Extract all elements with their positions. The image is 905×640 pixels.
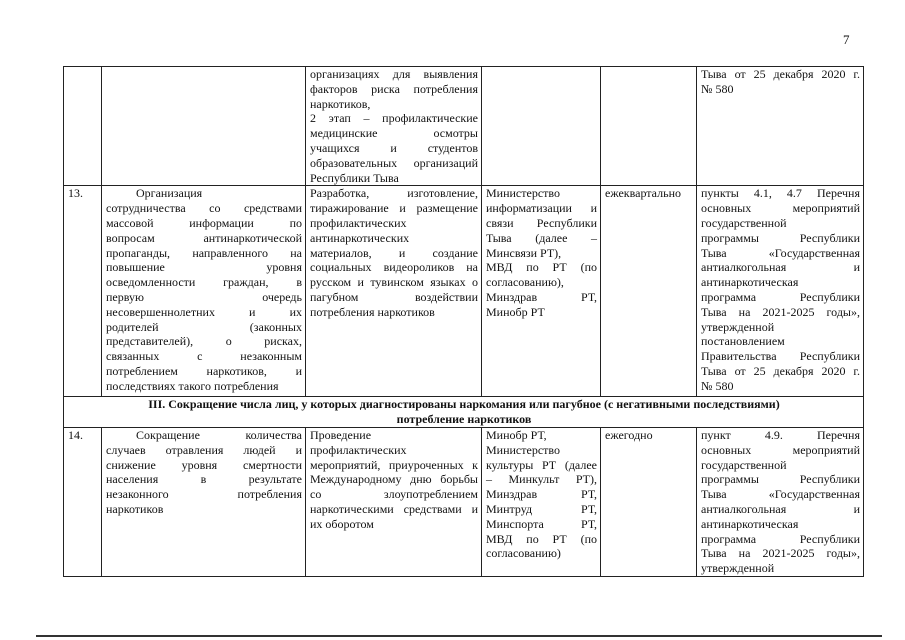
section-row xyxy=(64,397,864,428)
cell-text-line: последствиях такого потребления xyxy=(106,378,279,393)
cell-text-line: Разработка, изготовление, xyxy=(310,186,478,201)
cell-text-line: пагубном воздействии xyxy=(310,289,478,304)
cell-text-line: государственной xyxy=(701,457,787,472)
event-cell xyxy=(102,427,306,576)
cell-text-line: утвержденной xyxy=(701,319,775,334)
cell-text-line: антинаркотическая xyxy=(701,275,799,290)
cell-text-line: согласованию) xyxy=(486,546,561,561)
content-cell xyxy=(306,427,482,576)
cell-text-line: осведомленности граждан, в xyxy=(106,275,302,290)
cell-text-line: мероприятий, приуроченных к xyxy=(310,457,478,472)
cell-text-line: программа Республики xyxy=(701,531,860,546)
term-cell: ежеквартально xyxy=(601,186,697,397)
page-number: 7 xyxy=(843,32,850,47)
cell-text-line: сотрудничества со средствами xyxy=(106,201,302,216)
cell-text-line: населения в результате xyxy=(106,472,302,487)
cell-text-line: первую очередь xyxy=(106,289,302,304)
cell-text-line: образовательных организаций xyxy=(310,155,478,170)
term-cell xyxy=(601,67,697,186)
row-number-cell xyxy=(64,67,102,186)
cell-text-line: Организация xyxy=(136,186,203,201)
cell-text-line: Сокращение количества xyxy=(136,427,302,442)
cell-text-line: наркотическими средствами и xyxy=(310,501,478,516)
section-title-line: потребление наркотиков xyxy=(396,412,532,427)
events-table xyxy=(63,66,864,577)
cell-text-line: согласованию), xyxy=(486,275,564,290)
row-number-cell: 14. xyxy=(64,427,102,576)
cell-text-line: их оборотом xyxy=(310,516,374,531)
cell-text-line: антиалкогольная и xyxy=(701,501,860,516)
cell-text-line: родителей (законных xyxy=(106,319,302,334)
cell-text-line: учащихся и студентов xyxy=(310,140,478,155)
cell-text-line: № 580 xyxy=(701,81,734,96)
row-number-cell: 13. xyxy=(64,186,102,397)
cell-text-line: – Минкульт РТ), xyxy=(486,472,597,487)
cell-text-line: Тыва на 2021-2025 годы», xyxy=(701,546,860,561)
cell-text-line: Тыва «Государственная xyxy=(701,487,860,502)
cell-text-line: МВД по РТ (по xyxy=(486,531,597,546)
cell-text-line: повышение уровня xyxy=(106,260,302,275)
cell-text-line: Правительства Республики xyxy=(701,349,860,364)
cell-text-line: случаев отравления людей и xyxy=(106,442,302,457)
executor-cell xyxy=(482,427,601,576)
cell-text-line: Минобр РТ, xyxy=(486,427,547,442)
cell-text-line: организациях для выявления xyxy=(310,67,478,81)
cell-text-line: профилактических xyxy=(310,215,407,230)
basis-cell xyxy=(697,427,864,576)
basis-cell xyxy=(697,67,864,186)
cell-text-line: тиражирование и размещение xyxy=(310,201,478,216)
cell-text-line: Минспорта РТ, xyxy=(486,516,597,531)
cell-text-line: Международному дню борьбы xyxy=(310,472,478,487)
cell-text-line: наркотиков, xyxy=(310,96,371,111)
term-cell: ежегодно xyxy=(601,427,697,576)
section-title-line: III. Сокращение числа лиц, у которых диагностированы наркомания или пагубное (с негативными последствиями) xyxy=(148,397,780,412)
cell-text-line: Тыва от 25 декабря 2020 г. xyxy=(701,67,860,81)
table-row xyxy=(64,67,864,186)
cell-text-line: вопросам антинаркотической xyxy=(106,230,302,245)
cell-text-line: пропаганды, направленного на xyxy=(106,245,302,260)
cell-text-line: Тыва «Государственная xyxy=(701,245,860,260)
cell-text-line: Минтруд РТ, xyxy=(486,501,597,516)
executor-cell xyxy=(482,67,601,186)
cell-text-line: культуры РТ (далее xyxy=(486,457,597,472)
event-cell xyxy=(102,67,306,186)
cell-text-line: Минобр РТ xyxy=(486,304,545,319)
cell-text-line: Проведение xyxy=(310,427,372,442)
cell-text-line: программы Республики xyxy=(701,230,860,245)
cell-text-line: связи Республики xyxy=(486,215,597,230)
cell-text-line: № 580 xyxy=(701,378,734,393)
table-row xyxy=(64,427,864,576)
cell-text-line: утвержденной xyxy=(701,561,775,576)
cell-text-line: Минздрав РТ, xyxy=(486,487,597,502)
cell-text-line: Республики Тыва xyxy=(310,170,399,185)
cell-text-line: факторов риска потребления xyxy=(310,81,478,96)
cell-text-line: Министерство xyxy=(486,186,560,201)
cell-text-line: антиалкогольная и xyxy=(701,260,860,275)
cell-text-line: потреблением наркотиков, и xyxy=(106,363,302,378)
cell-text-line: снижение уровня смертности xyxy=(106,457,302,472)
cell-text-line: Минздрав РТ, xyxy=(486,289,597,304)
table-row xyxy=(64,186,864,397)
cell-text-line: МВД по РТ (по xyxy=(486,260,597,275)
page-edge-line xyxy=(36,635,882,637)
cell-text-line: профилактических xyxy=(310,442,407,457)
cell-text-line: программы Республики xyxy=(701,472,860,487)
cell-text-line: государственной xyxy=(701,215,787,230)
section-title xyxy=(64,397,864,428)
basis-cell xyxy=(697,186,864,397)
cell-text-line: массовой информации по xyxy=(106,215,302,230)
cell-text-line: постановлением xyxy=(701,334,785,349)
cell-text-line: русском и тувинском языках о xyxy=(310,275,478,290)
cell-text-line: со злоупотреблением xyxy=(310,487,478,502)
cell-text-line: информатизации и xyxy=(486,201,597,216)
cell-text-line: медицинские осмотры xyxy=(310,126,478,141)
cell-text-line: социальных видеороликов на xyxy=(310,260,478,275)
cell-text-line: потребления наркотиков xyxy=(310,304,435,319)
cell-text-line: Министерство xyxy=(486,442,560,457)
cell-text-line: наркотиков xyxy=(106,501,164,516)
cell-text-line: Минсвязи РТ), xyxy=(486,245,562,260)
cell-text-line: связанных с незаконным xyxy=(106,349,302,364)
cell-text-line: представителей), о рисках, xyxy=(106,334,302,349)
cell-text-line: основных мероприятий xyxy=(701,442,860,457)
cell-text-line: несовершеннолетних и их xyxy=(106,304,302,319)
cell-text-line: основных мероприятий xyxy=(701,201,860,216)
cell-text-line: Тыва от 25 декабря 2020 г. xyxy=(701,363,860,378)
content-cell xyxy=(306,67,482,186)
cell-text-line: программа Республики xyxy=(701,289,860,304)
cell-text-line: материалов, и создание xyxy=(310,245,478,260)
cell-text-line: Тыва на 2021-2025 годы», xyxy=(701,304,860,319)
content-cell xyxy=(306,186,482,397)
cell-text-line: антинаркотическая xyxy=(701,516,799,531)
executor-cell xyxy=(482,186,601,397)
cell-text-line: пункты 4.1, 4.7 Перечня xyxy=(701,186,860,201)
cell-text-line: пункт 4.9. Перечня xyxy=(701,427,860,442)
cell-text-line: незаконного потребления xyxy=(106,487,302,502)
cell-text-line: Тыва (далее – xyxy=(486,230,597,245)
event-cell xyxy=(102,186,306,397)
cell-text-line: антинаркотических xyxy=(310,230,410,245)
cell-text-line: 2 этап – профилактические xyxy=(310,111,478,126)
